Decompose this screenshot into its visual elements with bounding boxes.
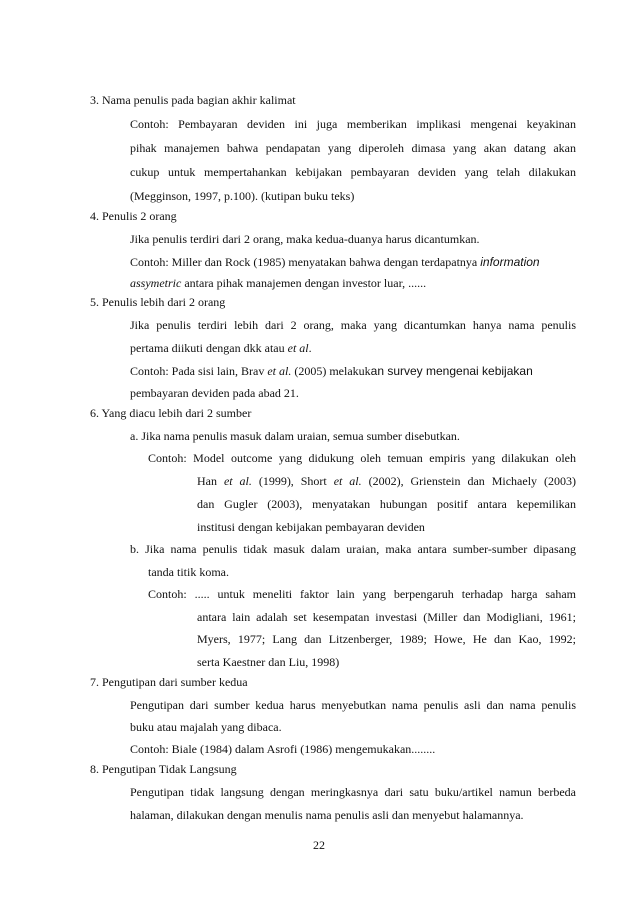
section-3-line-1: Contoh: Pembayaran deviden ini juga memberikan implikasi mengenai keyakinan (130, 117, 576, 131)
section-5-term-et-al: et al (287, 341, 309, 355)
section-7-heading: 7. Pengutipan dari sumber kedua (90, 675, 248, 689)
section-6a-line-2-rest: (2002), Grienstein dan Michaely (2003) (361, 474, 576, 488)
section-4-term-information: information (480, 255, 540, 269)
section-3-line-3: cukup untuk mempertahankan kebijakan pembayaran deviden yang telah dilakukan (130, 165, 576, 179)
section-6a-line-1: Contoh: Model outcome yang didukung oleh temuan empiris yang dilakukan oleh (148, 451, 576, 465)
section-5-line-4: pembayaran deviden pada abad 21. (130, 386, 299, 400)
section-6a-line-2-han: Han (197, 474, 224, 488)
section-4-line-2 (130, 255, 540, 269)
section-5-line-2-period: . (308, 341, 312, 355)
section-7-line-2: buku atau majalah yang dibaca. (130, 720, 282, 734)
section-5-line-3-et-al: et al. (267, 364, 292, 378)
section-5-line-3-text-b: (2005) melakuk (291, 364, 371, 378)
section-6b-line-4: serta Kaestner dan Liu, 1998) (197, 655, 340, 669)
section-6a-line-2-et-al-1: et al. (223, 474, 252, 488)
section-5-line-2-text: pertama diikuti dengan dkk atau (130, 341, 288, 355)
section-3-line-4: (Megginson, 1997, p.100). (kutipan buku teks) (130, 189, 355, 203)
section-4-line-3 (130, 276, 426, 290)
section-6b-line-1: Contoh: ..... untuk meneliti faktor lain yang berpengaruh terhadap harga saham (148, 587, 576, 601)
section-5-heading: 5. Penulis lebih dari 2 orang (90, 295, 226, 309)
section-6a-heading: a. Jika nama penulis masuk dalam uraian, semua sumber disebutkan. (130, 429, 460, 443)
section-6b-line-3: Myers, 1977; Lang dan Litzenberger, 1989; Howe, He dan Kao, 1992; (197, 632, 576, 646)
section-8-heading: 8. Pengutipan Tidak Langsung (90, 762, 237, 776)
section-4-line-1: Jika penulis terdiri dari 2 orang, maka kedua-duanya harus dicantumkan. (130, 232, 480, 246)
section-6b-line-2: antara lain adalah set kesempatan investasi (Miller dan Modigliani, 1961; (197, 610, 576, 624)
section-6a-line-2-short: (1999), Short (251, 474, 334, 488)
section-5-line-3 (130, 364, 533, 378)
section-5-line-1: Jika penulis terdiri lebih dari 2 orang, maka yang dicantumkan hanya nama penulis (130, 318, 576, 332)
section-6-heading: 6. Yang diacu lebih dari 2 sumber (90, 406, 252, 420)
section-4-line-2-text: Contoh: Miller dan Rock (1985) menyatakan bahwa dengan terdapatnya (130, 255, 481, 269)
section-8-line-2: halaman, dilakukan dengan menulis nama penulis asli dan menyebut halamannya. (130, 808, 524, 822)
section-6a-line-4: institusi dengan kebijakan pembayaran deviden (197, 520, 425, 534)
section-6a-line-2 (197, 474, 576, 488)
section-5-line-2 (130, 341, 312, 355)
section-6b-line-0: tanda titik koma. (148, 565, 229, 579)
section-6b-heading: b. Jika nama penulis tidak masuk dalam uraian, maka antara sumber-sumber dipasang (130, 542, 576, 556)
section-4-line-3-text: antara pihak manajemen dengan investor luar, ...... (181, 276, 427, 290)
section-3-heading: 3. Nama penulis pada bagian akhir kalimat (90, 93, 296, 107)
section-6a-line-2-et-al-2: et al. (333, 474, 362, 488)
section-7-line-1: Pengutipan dari sumber kedua harus menyebutkan nama penulis asli dan nama penulis (130, 698, 576, 712)
section-7-line-3: Contoh: Biale (1984) dalam Asrofi (1986) mengemukakan........ (130, 742, 436, 756)
section-6a-line-3: dan Gugler (2003), menyatakan hubungan positif antara kepemilikan (197, 497, 576, 511)
section-5-line-3-text-c: an survey mengenai kebijakan (370, 364, 533, 378)
section-3-line-2: pihak manajemen bahwa pendapatan yang diperoleh dimasa yang akan datang akan (130, 141, 576, 155)
section-5-line-3-text-a: Contoh: Pada sisi lain, Brav (130, 364, 268, 378)
section-4-term-assymetric: assymetric (130, 276, 182, 290)
page-number: 22 (313, 838, 325, 852)
section-8-line-1: Pengutipan tidak langsung dengan meringkasnya dari satu buku/artikel namun berbeda (130, 785, 576, 799)
section-4-heading: 4. Penulis 2 orang (90, 209, 177, 223)
